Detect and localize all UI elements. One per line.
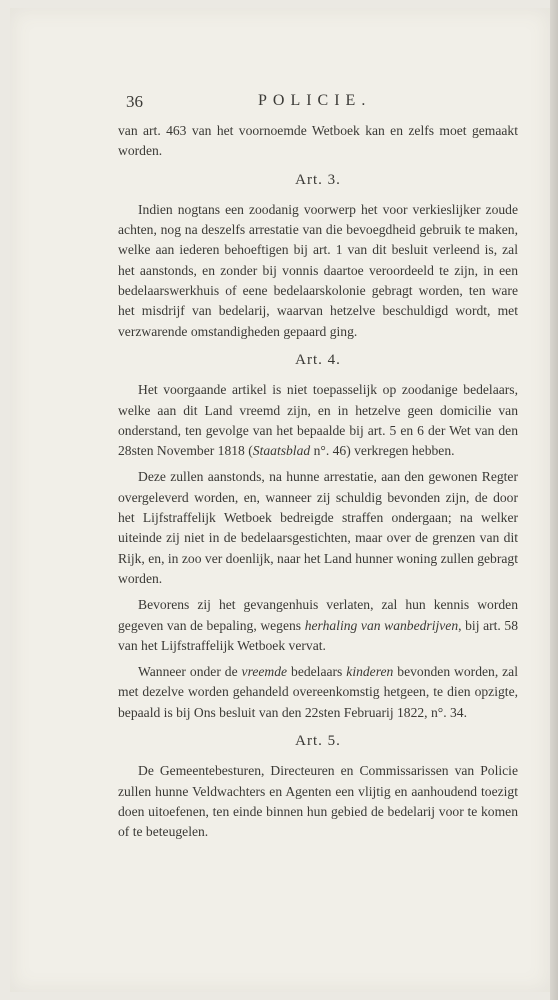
paragraph-continuation: van art. 463 van het voornoemde Wetboek kan en zelfs moet gemaakt worden. xyxy=(118,123,518,159)
article-4-paragraph-2: Deze zullen aanstonds, na hunne arrestatie, aan den gewonen Regter overgeleverd worden, en, wanneer zij schuldig bevonden zijn, de door het Lijfstraffelijk Wetboek bedreigde straffen ondergaan; na welker uiteinde zij niet in de bedelaarsgestichten, maar over de grenzen van dit Rijk, en, in zoo ver doenlijk, naar het Land hunner woning zullen gebragt worden. xyxy=(118,469,518,586)
article-5-heading: Art. 5. xyxy=(295,733,341,750)
article-4-paragraph-4-text-c: bevonden worden, zal met dezelve worden gehandeld overeenkomstig hetgeen, te dien opzigte, bepaald is bij Ons besluit van den 22sten Februarij 1822, n°. 34. xyxy=(118,664,518,720)
article-4-paragraph-4-italic-1: vreemde xyxy=(241,664,288,680)
article-4-paragraph-1-text-b: n°. 46) verkregen hebben. xyxy=(310,443,455,459)
article-4-paragraph-3-text-a: Bevorens zij het gevangenhuis verlaten, zal hun kennis worden gegeven van de bepaling, wegens xyxy=(118,597,518,633)
page-header xyxy=(118,92,454,116)
article-4-paragraph-3-italic: herhaling van wanbedrijven xyxy=(304,617,459,633)
running-title: POLICIE. xyxy=(258,92,372,109)
scan-edge xyxy=(550,0,558,1000)
article-4-paragraph-1-text-a: Het voorgaande artikel is niet toepasselijk op zoodanige bedelaars, welke aan dit Land vreemd zijn, en in hetzelve geen domicilie van onderstand, ten gevolge van het bepaalde bij art. 5 en 6 der Wet van den 28sten November 1818 ( xyxy=(118,382,518,459)
article-4-paragraph-3 xyxy=(118,595,518,656)
article-4-paragraph-1 xyxy=(118,380,518,461)
article-4-paragraph-4 xyxy=(118,662,518,723)
article-4-paragraph-3-text-b: , bij art. 58 van het Lijfstraffelijk Wetboek vervat. xyxy=(118,617,519,653)
article-5-paragraph: De Gemeentebesturen, Directeuren en Commissarissen van Policie zullen hunne Veldwachters en Agenten een vlijtig en aanhoudend toezigt doen uitoefenen, ten einde binnen hun gebied de bedelarij voor te komen of te beteugelen. xyxy=(118,763,518,840)
article-4-paragraph-4-text-a: Wanneer onder de xyxy=(138,664,242,680)
page-number: 36 xyxy=(126,92,143,111)
article-3-heading: Art. 3. xyxy=(295,171,341,188)
article-4-paragraph-1-italic: Staatsblad xyxy=(252,443,311,459)
article-4-paragraph-4-text-b: bedelaars xyxy=(287,664,347,680)
article-4-paragraph-4-italic-2: kinderen xyxy=(346,664,394,680)
article-4-heading: Art. 4. xyxy=(295,351,341,368)
article-3-paragraph: Indien nogtans een zoodanig voorwerp het voor verkieslijker zoude achten, nog na deszelfs arrestatie van die bevoegdheid gebruik te maken, welke aan iederen behoeftigen bij art. 1 van dit besluit verleend is, zal het aanstonds, en zonder bij vonnis daartoe veroordeeld te zijn, in een bedelaarswerkhuis of eene bedelaarskolonie gebragt worden, ten ware het misdrijf van bedelarij, waarvan hetzelve beschuldigd wordt, met verzwarende omstandigheden gepaard ging. xyxy=(118,201,518,339)
page-body xyxy=(118,121,518,849)
